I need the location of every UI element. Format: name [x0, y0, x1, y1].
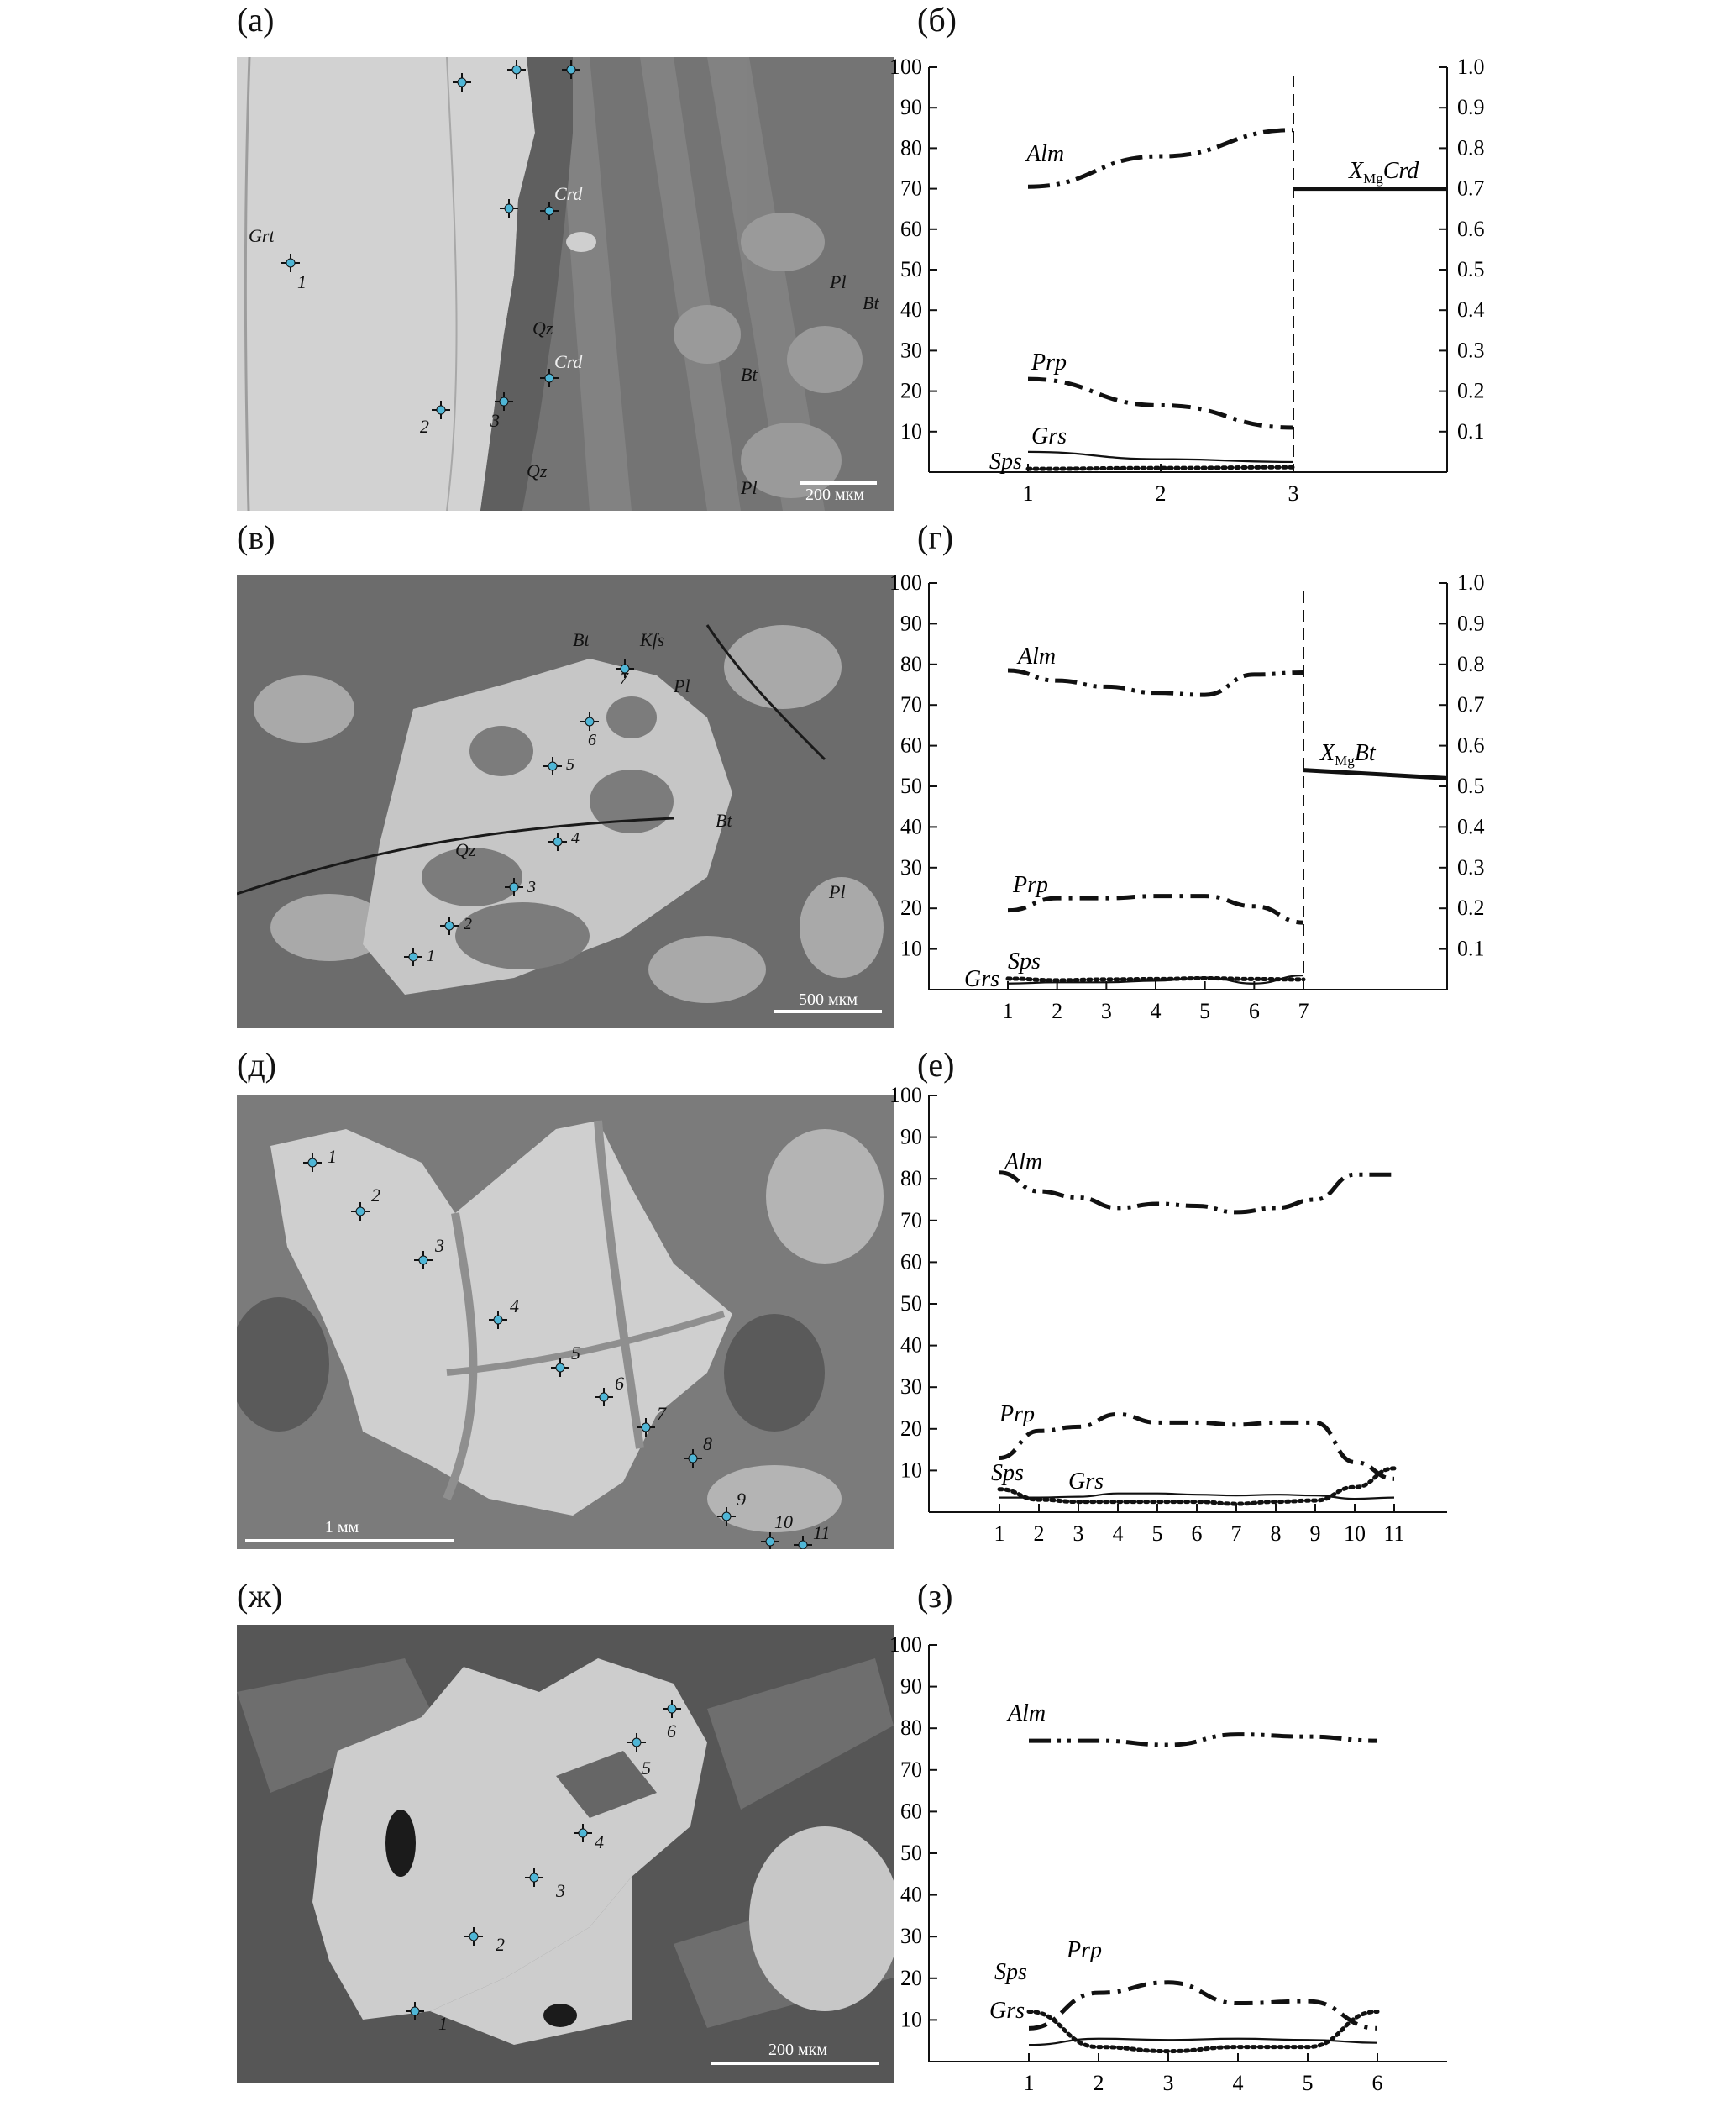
x-tick-label: 11: [1383, 1521, 1405, 1546]
mineral-label: Pl: [829, 881, 846, 902]
y-tick-label: 100: [889, 55, 922, 79]
y2-tick-label: 0.8: [1457, 135, 1485, 160]
y-tick-label: 50: [900, 774, 922, 798]
x-tick-label: 1: [1023, 2071, 1035, 2095]
series-label-Prp: Prp: [1013, 872, 1048, 898]
series-line-Sps: [999, 1468, 1394, 1504]
series-label-Sps: Sps: [994, 1959, 1027, 1985]
y2-tick-label: 0.2: [1457, 896, 1485, 921]
y2-tick-label: 0.4: [1457, 814, 1485, 839]
y2-tick-label: 0.1: [1457, 418, 1485, 444]
y-tick-label: 20: [900, 896, 922, 921]
panel-label-z: (з): [917, 1577, 953, 1615]
series-label-Grs: Grs: [1031, 423, 1067, 449]
y-tick-label: 80: [900, 1715, 922, 1741]
y-tick-label: 10: [900, 418, 922, 444]
point-label: 2: [371, 1185, 380, 1206]
scale-bar-label: 1 мм: [324, 1518, 359, 1537]
point-label: 5: [566, 755, 574, 774]
y2-tick-label: 0.7: [1457, 176, 1485, 201]
y2-tick-label: 0.9: [1457, 95, 1485, 120]
series-line-Sps: [1029, 2011, 1377, 2051]
mineral-label: Bt: [741, 364, 758, 385]
mineral-label: Qz: [532, 318, 553, 339]
series-label-Sps: Sps: [1008, 948, 1041, 975]
bse-image-zh: [237, 1625, 894, 2083]
y2-tick-label: 0.6: [1457, 216, 1485, 241]
mineral-label: Qz: [455, 839, 476, 860]
y-tick-label: 10: [900, 936, 922, 961]
y2-tick-label: 0.3: [1457, 338, 1485, 363]
panel-label-g: (г): [917, 518, 954, 556]
y-tick-label: 40: [900, 814, 922, 839]
point-label: 6: [615, 1373, 624, 1394]
series-label-Alm: Alm: [1018, 644, 1057, 670]
series-label-Grs: Grs: [964, 966, 1000, 992]
series-line-Grs: [1008, 975, 1303, 984]
y2-tick-label: 1.0: [1457, 55, 1485, 79]
y-tick-label: 30: [900, 1374, 922, 1400]
y-tick-label: 70: [900, 1207, 922, 1232]
y-tick-label: 60: [900, 1799, 922, 1824]
y-tick-label: 30: [900, 1924, 922, 1949]
point-label: 5: [571, 1342, 580, 1363]
point-label: 6: [667, 1721, 676, 1742]
series-label-Grs: Grs: [1068, 1468, 1104, 1495]
y-tick-label: 30: [900, 854, 922, 880]
series-label-XMgBt: $X_{Mg}Bt$: [1320, 740, 1376, 769]
series-label-Prp: Prp: [1067, 1937, 1102, 1963]
series-label-Prp: Prp: [999, 1401, 1035, 1427]
mineral-label: Bt: [863, 292, 879, 313]
mineral-label: Pl: [674, 675, 690, 696]
y-tick-label: 70: [900, 692, 922, 717]
point-label: 6: [588, 731, 596, 749]
point-label: 10: [774, 1511, 793, 1532]
series-line-Alm: [999, 1173, 1394, 1212]
x-tick-label: 1: [1002, 999, 1014, 1023]
y-tick-label: 50: [900, 1841, 922, 1865]
y-tick-label: 20: [900, 378, 922, 403]
y-tick-label: 10: [900, 1458, 922, 1483]
y-tick-label: 100: [889, 1632, 922, 1657]
point-label: 9: [737, 1489, 746, 1510]
x-tick-label: 3: [1288, 481, 1299, 506]
y-tick-label: 40: [900, 1882, 922, 1907]
y-tick-label: 50: [900, 257, 922, 281]
y-tick-label: 90: [900, 1673, 922, 1699]
series-line-Sps: [1028, 467, 1293, 469]
panel-label-a: (а): [237, 1, 275, 39]
series-label-Sps: Sps: [991, 1460, 1024, 1486]
point-label: 3: [490, 410, 500, 431]
y2-tick-label: 0.4: [1457, 297, 1485, 323]
x-tick-label: 7: [1298, 999, 1309, 1023]
series-label-Grs: Grs: [989, 1998, 1025, 2024]
panel-label-v: (в): [237, 518, 275, 556]
y-tick-label: 60: [900, 1249, 922, 1274]
y-tick-label: 20: [900, 1965, 922, 1990]
x-tick-label: 1: [994, 1521, 1005, 1546]
bse-image-d: [237, 1095, 894, 1549]
point-label: 4: [595, 1831, 604, 1852]
point-label: 11: [813, 1522, 831, 1543]
point-label: 2: [496, 1934, 505, 1955]
y-tick-label: 50: [900, 1291, 922, 1316]
point-label: 4: [510, 1295, 519, 1316]
panel-label-d: (д): [237, 1046, 276, 1084]
series-line-Alm: [1008, 670, 1303, 695]
mineral-label: Kfs: [640, 629, 665, 650]
x-tick-label: 9: [1309, 1521, 1321, 1546]
y2-tick-label: 0.2: [1457, 378, 1485, 403]
x-tick-label: 2: [1155, 481, 1167, 506]
x-tick-label: 5: [1302, 2071, 1314, 2095]
mineral-label: Crd: [554, 183, 583, 204]
y-tick-label: 90: [900, 611, 922, 636]
point-label: 3: [527, 878, 536, 896]
mineral-label: Pl: [830, 271, 847, 292]
y2-tick-label: 0.3: [1457, 854, 1485, 880]
series-line-Sps: [1008, 978, 1303, 980]
x-tick-label: 6: [1191, 1521, 1203, 1546]
x-tick-label: 6: [1371, 2071, 1383, 2095]
point-label: 1: [438, 2013, 448, 2034]
y-tick-label: 80: [900, 1166, 922, 1191]
y2-tick-label: 0.6: [1457, 733, 1485, 758]
bse-image-v: [237, 575, 894, 1028]
mineral-label: Qz: [527, 460, 548, 481]
mineral-label: Bt: [573, 629, 590, 650]
series-line-Grs: [999, 1494, 1394, 1499]
y-tick-label: 30: [900, 338, 922, 363]
series-line-Prp: [999, 1414, 1394, 1479]
series-line-Alm: [1029, 1735, 1377, 1745]
point-label: 3: [556, 1880, 565, 1901]
x-tick-label: 3: [1073, 1521, 1084, 1546]
y-tick-label: 100: [889, 1083, 922, 1107]
chart-2: [889, 1083, 1447, 1546]
y-tick-label: 10: [900, 2007, 922, 2032]
mineral-label: Pl: [741, 477, 758, 498]
x-tick-label: 6: [1248, 999, 1260, 1023]
y-tick-label: 70: [900, 1757, 922, 1782]
point-label: 8: [703, 1433, 712, 1454]
y2-tick-label: 0.7: [1457, 692, 1485, 717]
scale-bar-label: 200 мкм: [768, 2041, 828, 2059]
series-line-Grs: [1029, 2039, 1377, 2045]
series-label-XMgCrd: $X_{Mg}Crd$: [1349, 158, 1419, 187]
series-line-Alm: [1028, 130, 1293, 187]
x-tick-label: 2: [1093, 2071, 1104, 2095]
point-label: 2: [464, 915, 472, 933]
scale-bar-label: 200 мкм: [805, 486, 865, 504]
x-tick-label: 2: [1052, 999, 1063, 1023]
point-label: 4: [571, 829, 580, 848]
series-line-Prp: [1008, 896, 1303, 922]
y-tick-label: 90: [900, 95, 922, 120]
chart-3: [889, 1632, 1447, 2095]
y2-tick-label: 1.0: [1457, 570, 1485, 595]
y-tick-label: 90: [900, 1124, 922, 1149]
y2-tick-label: 0.5: [1457, 774, 1485, 798]
scale-bar-label: 500 мкм: [798, 990, 858, 1009]
series-line-Prp: [1028, 379, 1293, 428]
x-tick-label: 7: [1230, 1521, 1242, 1546]
x-tick-label: 4: [1112, 1521, 1124, 1546]
panel-label-e: (е): [917, 1046, 955, 1084]
chart-1: [889, 570, 1485, 1023]
point-label: 1: [297, 271, 307, 292]
x-tick-label: 1: [1022, 481, 1034, 506]
x-tick-label: 3: [1100, 999, 1112, 1023]
y-tick-label: 100: [889, 570, 922, 595]
series-line-Grs: [1028, 452, 1293, 462]
point-label: 1: [328, 1146, 337, 1167]
y-tick-label: 80: [900, 651, 922, 676]
series-label-Prp: Prp: [1031, 349, 1067, 376]
x-tick-label: 3: [1162, 2071, 1174, 2095]
x-tick-label: 10: [1344, 1521, 1366, 1546]
panel-label-zh: (ж): [237, 1577, 283, 1615]
mineral-label: Grt: [249, 225, 275, 246]
y-tick-label: 70: [900, 176, 922, 201]
panel-label-b: (б): [917, 1, 957, 39]
y-tick-label: 40: [900, 1332, 922, 1358]
y2-tick-label: 0.5: [1457, 257, 1485, 281]
series-label-Alm: Alm: [1008, 1700, 1046, 1726]
point-label: 2: [420, 416, 429, 437]
point-label: 7: [620, 670, 628, 688]
y-tick-label: 40: [900, 297, 922, 323]
chart-0: [889, 55, 1485, 506]
point-label: 7: [657, 1403, 666, 1424]
point-label: 1: [427, 947, 435, 965]
series-label-Alm: Alm: [1004, 1149, 1043, 1175]
mineral-label: Crd: [554, 351, 583, 372]
x-tick-label: 5: [1199, 999, 1211, 1023]
x-tick-label: 2: [1033, 1521, 1045, 1546]
series-label-Sps: Sps: [989, 449, 1022, 475]
x-tick-label: 4: [1150, 999, 1162, 1023]
y2-tick-label: 0.8: [1457, 651, 1485, 676]
point-label: 3: [435, 1235, 444, 1256]
mineral-label: Bt: [716, 810, 732, 831]
point-label: 5: [642, 1757, 651, 1778]
y2-tick-label: 0.1: [1457, 936, 1485, 961]
y-tick-label: 20: [900, 1416, 922, 1441]
y2-tick-label: 0.9: [1457, 611, 1485, 636]
y-tick-label: 60: [900, 733, 922, 758]
x-tick-label: 4: [1232, 2071, 1244, 2095]
bse-image-a: [237, 57, 894, 511]
series-line-XMgBt: [1303, 770, 1447, 779]
series-label-Alm: Alm: [1026, 141, 1065, 167]
x-tick-label: 8: [1270, 1521, 1282, 1546]
series-line-Prp: [1029, 1983, 1377, 2029]
y-tick-label: 60: [900, 216, 922, 241]
y-tick-label: 80: [900, 135, 922, 160]
x-tick-label: 5: [1151, 1521, 1163, 1546]
